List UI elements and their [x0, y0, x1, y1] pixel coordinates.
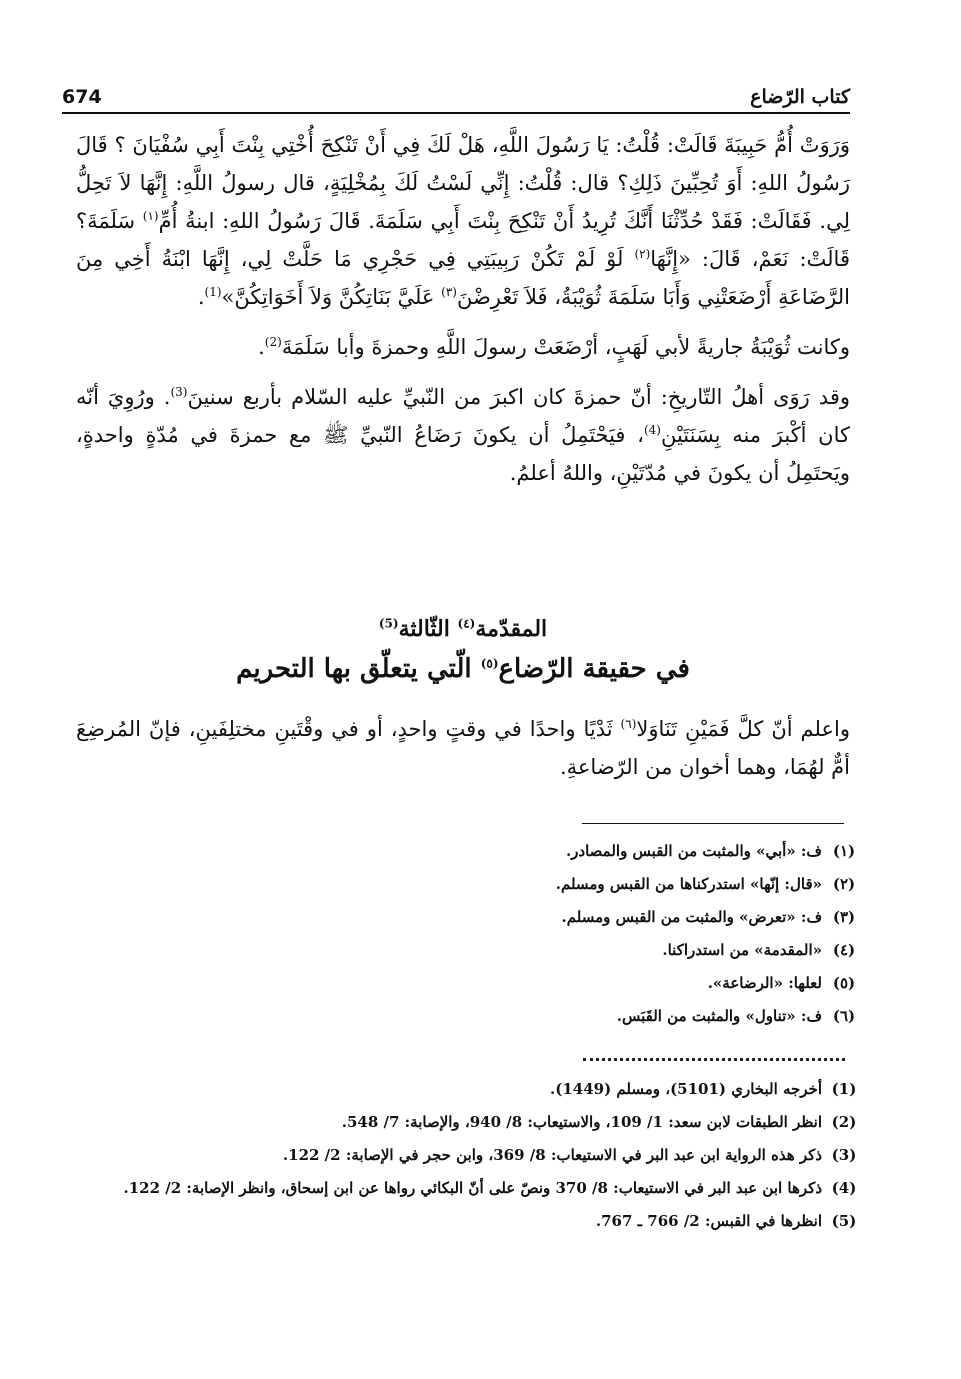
footnote [76, 838, 866, 864]
source-footnotes [76, 1076, 866, 1241]
section-title: في حقيقة الرّضاع$^{(٥)}$ الّتي يتعلّق بها التحريم [236, 654, 690, 684]
footnote-number: (4) [831, 1179, 857, 1197]
paragraph-hadith: وَرَوَتْ أُمُّ حَبِيبَةَ قَالَتْ: قُلْتُ: يَا رَسُولَ اللَّهِ، هَلْ لَكَ فِي أَنْ تَنْكِحَ أُخْتِي بِنْتَ أَبِي سُفْيَانَ ؟ قَالَ رَسُولُ اللهِ: أَوَ تُحِبِّينَ ذَلِكِ؟ قال: قُلْتُ: إِنِّي لَسْتُ لَكَ بِمُخْلِيَةٍ، قال رسولُ اللَّهِ: إِنَّهَا لاَ تَحِلُّ لِي. فَقَالَتْ: فَقَدْ حُدِّثْنَا أَنَّكَ تُرِيدُ أَنْ تَنْكِحَ بِنْتَ أَبِي سَلَمَةَ. قَالَ رَسُولُ اللهِ: ابنةُ أُمِّ$^{(١)}$ سَلَمَةَ؟ قَالَتْ: نَعَمْ، قَالَ: «إِنَّهَا$^{(٢)}$ لَوْ لَمْ تَكُنْ رَبِيبَتِي فِي حَجْرِي مَا حَلَّتْ لِي، إِنَّهَا ابْنَةُ أَخِي مِنَ الرَّضَاعَةِ أَرْضَعَتْنِي وَأَبَا سَلَمَةَ ثُوَيْبَةُ، فَلاَ تَعْرِضْنَ$^{(٣)}$ عَلَيَّ بَنَاتِكُنَّ وَلاَ أَخَوَاتِكُنَّ»$^{(1)}$. [76, 133, 850, 309]
footnote-ref: (5) [378, 616, 399, 631]
page-header [62, 74, 850, 108]
footnote-ref: (3) [170, 385, 188, 399]
footnote-text: ف: «تعرض» والمثبت من القبس ومسلم. [561, 908, 822, 926]
footnote [76, 1109, 866, 1135]
footnote-number: (2) [831, 1113, 857, 1131]
footnote [76, 904, 866, 930]
section-text [76, 710, 850, 786]
footnote-text: أخرجه البخاري (5101)، ومسلم (1449). [550, 1080, 822, 1098]
footnote-text: انظرها في القبس: 2/ 766 ـ 767. [595, 1212, 822, 1230]
footnote-number: (3) [831, 1146, 857, 1164]
footnote-text: ذكر هذه الرواية ابن عبد البر في الاستيعاب: 8/ 369، وابن حجر في الإصابة: 2/ 122. [282, 1146, 822, 1164]
footnote [76, 1142, 866, 1168]
running-title: كتاب الرّضاع [750, 86, 850, 108]
footnote-number: (٤) [832, 941, 856, 959]
section-heading [76, 612, 850, 692]
paragraph-history: وقد رَوَى أهلُ التّاريخِ: أنّ حمزةَ كان اكبرَ من النّبيِّ عليه السّلام بأربع سنينَ$^{(3)}$. ورُوِيَ أنّه كان أكْبرَ منه بِسَنَتَيْنِ$^{(4)}$، فيَحْتَمِلُ أن يكونَ رَضَاعُ النّبيِّ ﷺ مع حمزةَ في مُدّةٍ واحدةٍ، ويَحتَمِلُ أن يكونَ في مُدّتَيْنِ، واللهُ أعلمُ. [76, 385, 850, 485]
section-label: المقدّمة$^{(٤)}$ الثّالثة$^{(5)}$ [378, 616, 548, 642]
footnote [76, 1208, 866, 1234]
footnote-text: ف: «تناول» والمثبت من القَبَس. [616, 1007, 822, 1025]
footnote-ref: (1) [204, 285, 222, 299]
footnotes-rule [582, 823, 844, 824]
footnote-text: ف: «أبي» والمثبت من القبس والمصادر. [565, 842, 822, 860]
dotted-divider [583, 1058, 845, 1061]
footnote-ref: (4) [643, 423, 661, 437]
header-rule [62, 112, 850, 114]
footnote-number: (1) [831, 1080, 857, 1098]
footnote-ref: (٣) [441, 285, 457, 299]
footnote-ref: (٥) [480, 656, 499, 671]
paragraph-definition: واعلم أنّ كلَّ فَمَيْنِ تَنَاوَلا$^{(٦)}$ ثَدْيًا واحدًا في وقتٍ واحدٍ، أو في وقْتَينِ مختلِفَينِ، فإنّ المُرضِعَ أمٌّ لهُمَا، وهما أخوان من الرّضاعةِ. [76, 717, 850, 779]
footnote-number: (٣) [832, 908, 856, 926]
footnote-number: (٦) [832, 1007, 856, 1025]
footnote-text: انظر الطبقات لابن سعد: 1/ 109، والاستيعاب: 8/ 940، والإصابة: 7/ 548. [341, 1113, 822, 1131]
footnote-number: (٢) [832, 875, 856, 893]
footnote [76, 1003, 866, 1029]
footnote [76, 937, 866, 963]
page-number: 674 [62, 86, 102, 108]
footnote-number: (5) [831, 1212, 857, 1230]
main-text [76, 126, 850, 504]
footnote-text: ذكرها ابن عبد البر في الاستيعاب: 8/ 370 ونصّ على أنّ البكائي رواها عن ابن إسحاق، وانظر الإصابة: 2/ 122. [123, 1179, 822, 1197]
footnote-ref: (٢) [634, 247, 651, 261]
footnote-text: «قال: إنّها» استدركناها من القبس ومسلم. [555, 875, 822, 893]
footnote-text: لعلها: «الرضاعة». [707, 974, 822, 992]
editor-footnotes [76, 838, 866, 1036]
footnote-text: «المقدمة» من استدراكنا. [662, 941, 822, 959]
footnote-ref: (٤) [457, 616, 476, 631]
footnote [76, 1076, 866, 1102]
paragraph-thuwayba: وكانت ثُوَيْبَةُ جاريةً لأبي لَهَبٍ، أرْضَعَتْ رسولَ اللَّهِ وحمزةَ وأبا سَلَمَةَ$^{(2)}$. [258, 335, 850, 359]
footnote-number: (١) [832, 842, 856, 860]
footnote [76, 1175, 866, 1201]
footnote [76, 871, 866, 897]
footnote [76, 970, 866, 996]
footnote-ref: (2) [264, 335, 282, 349]
footnote-ref: (٦) [620, 717, 637, 731]
footnote-ref: (١) [142, 209, 159, 223]
footnote-number: (٥) [832, 974, 856, 992]
